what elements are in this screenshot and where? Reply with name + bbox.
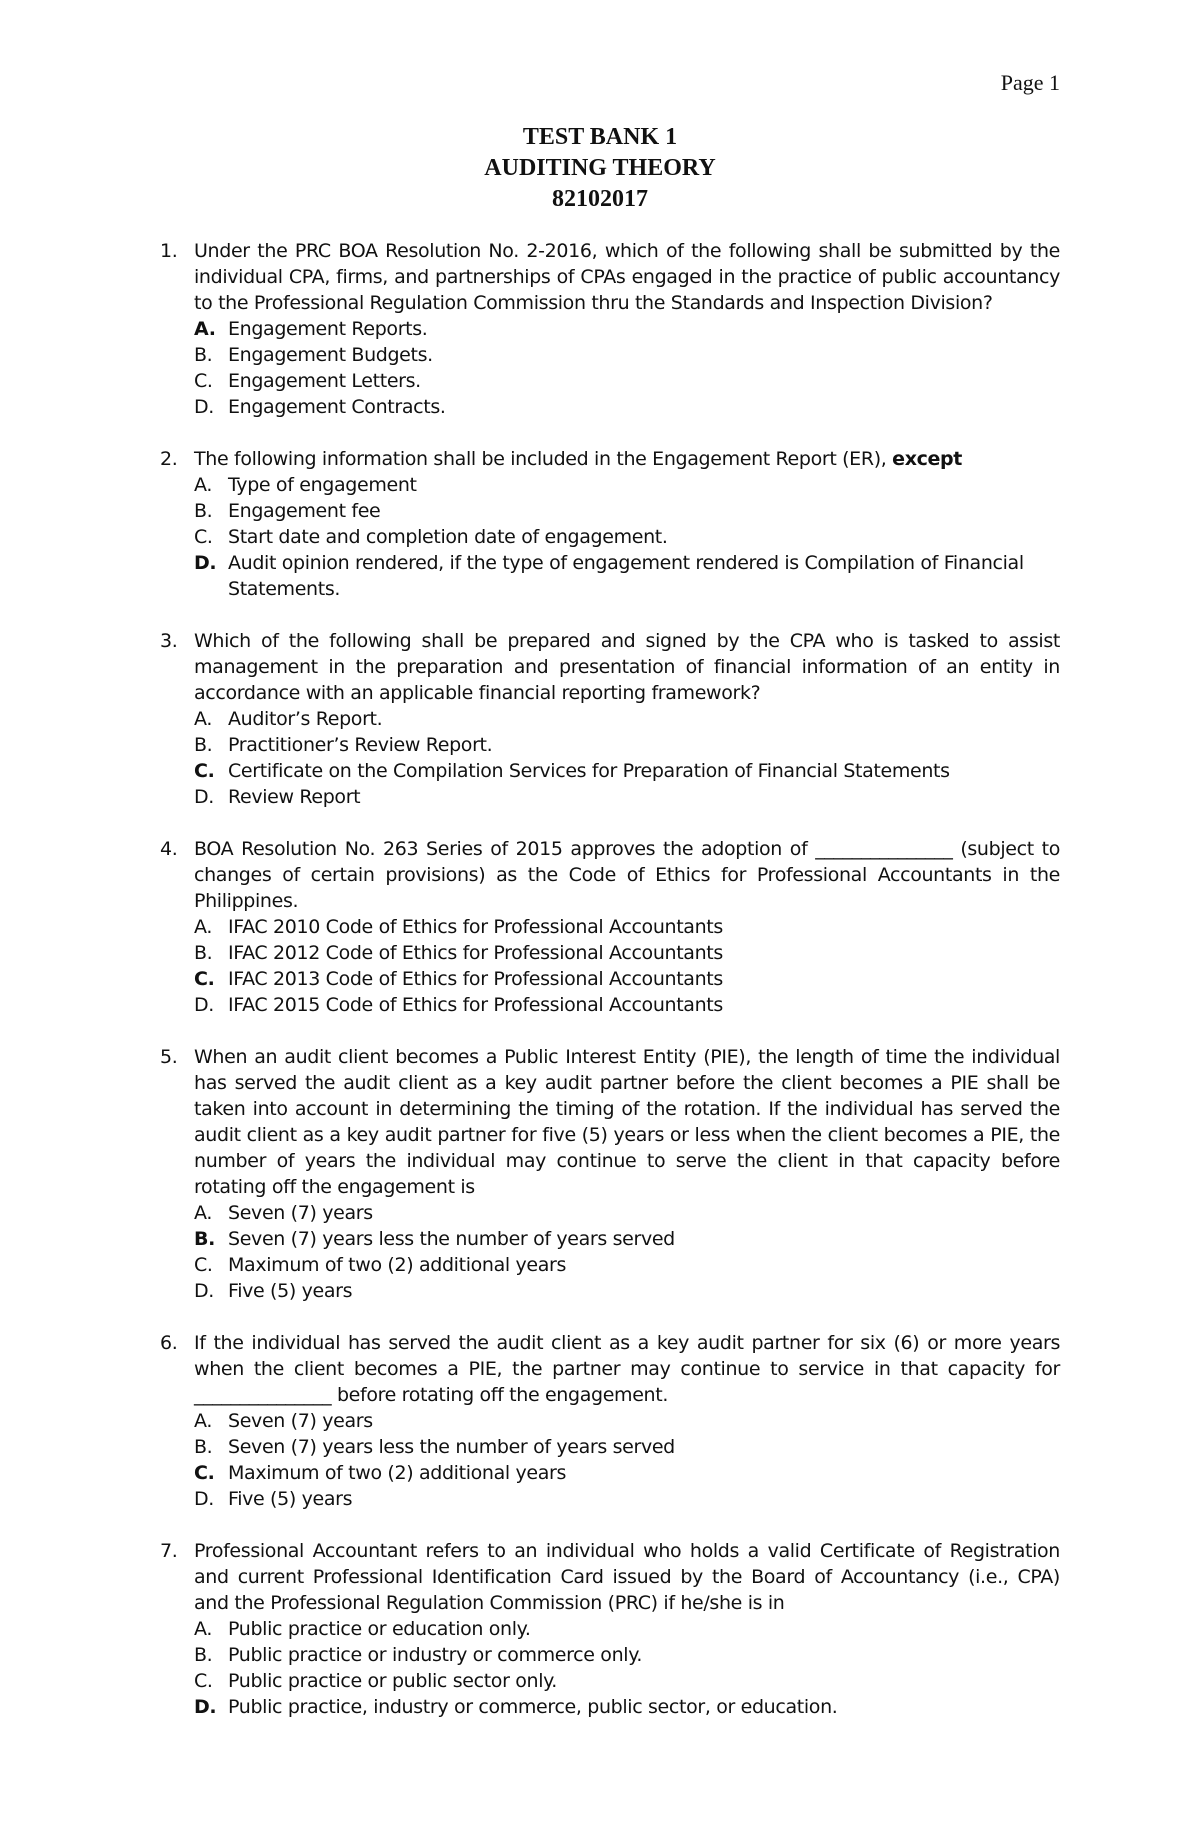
option-text: Seven (7) years less the number of years served <box>228 1436 675 1458</box>
option-letter: A. <box>194 474 213 496</box>
option-text: Auditor’s Report. <box>228 708 383 730</box>
option-letter: C. <box>194 1462 215 1484</box>
page-number: Page 1 <box>1000 70 1060 95</box>
option-d <box>194 992 1060 1018</box>
option-a <box>194 472 1060 498</box>
option-letter: C. <box>194 968 215 990</box>
title-line-2: AUDITING THEORY <box>484 155 716 181</box>
option-a <box>194 1408 1060 1434</box>
option-letter: C. <box>194 370 213 392</box>
option-c <box>194 1668 1060 1694</box>
question-stem <box>194 446 1060 472</box>
stem-emphasis: except <box>892 448 963 470</box>
option-letter: B. <box>194 1644 213 1666</box>
option-text: Public practice or industry or commerce only. <box>228 1644 643 1666</box>
option-d <box>194 1694 1060 1720</box>
option-d <box>194 394 1060 420</box>
option-letter: D. <box>194 1488 214 1510</box>
option-letter: A. <box>194 318 216 340</box>
option-text: Seven (7) years <box>228 1410 373 1432</box>
question-stem: Which of the following shall be prepared and signed by the CPA who is tasked to assist management in the preparation and presentation of financial information of an entity in accordance with an applicable financial reporting framework? <box>194 630 1060 704</box>
option-text: Start date and completion date of engagement. <box>228 526 668 548</box>
option-letter: C. <box>194 1254 213 1276</box>
option-d <box>194 550 1060 602</box>
question-3 <box>160 628 1060 810</box>
option-b <box>194 1226 1060 1252</box>
question-2 <box>160 446 1060 602</box>
option-a <box>194 706 1060 732</box>
option-text: Engagement Letters. <box>228 370 421 392</box>
option-d <box>194 1278 1060 1304</box>
option-text: Certificate on the Compilation Services for Preparation of Financial Statements <box>228 760 950 782</box>
option-text: Engagement Reports. <box>228 318 428 340</box>
option-d <box>194 1486 1060 1512</box>
option-text: Public practice or public sector only. <box>228 1670 557 1692</box>
question-1 <box>160 238 1060 420</box>
option-letter: A. <box>194 708 213 730</box>
option-c <box>194 368 1060 394</box>
option-text: IFAC 2012 Code of Ethics for Professional Accountants <box>228 942 723 964</box>
question-4 <box>160 836 1060 1018</box>
question-stem: Under the PRC BOA Resolution No. 2-2016, which of the following shall be submitted by the individual CPA, firms, and partnerships of CPAs engaged in the practice of public accountancy to the Professional Regulation Commission thru the Standards and Inspection Division? <box>194 240 1060 314</box>
option-text: Engagement Contracts. <box>228 396 446 418</box>
question-7 <box>160 1538 1060 1720</box>
option-text: Engagement Budgets. <box>228 344 433 366</box>
option-text: IFAC 2015 Code of Ethics for Professional Accountants <box>228 994 723 1016</box>
question-number: 7. <box>160 1540 178 1562</box>
option-letter: D. <box>194 786 214 808</box>
option-a <box>194 914 1060 940</box>
option-text: IFAC 2013 Code of Ethics for Professional Accountants <box>228 968 723 990</box>
option-letter: A. <box>194 1618 213 1640</box>
option-letter: B. <box>194 1228 215 1250</box>
option-b <box>194 1642 1060 1668</box>
option-text: Audit opinion rendered, if the type of engagement rendered is Compilation of Financial Statements. <box>228 552 1024 600</box>
option-c <box>194 1460 1060 1486</box>
option-letter: D. <box>194 994 214 1016</box>
question-number: 3. <box>160 630 178 652</box>
option-text: Five (5) years <box>228 1488 353 1510</box>
option-letter: B. <box>194 344 213 366</box>
option-c <box>194 758 1060 784</box>
question-5 <box>160 1044 1060 1304</box>
question-stem: When an audit client becomes a Public Interest Entity (PIE), the length of time the individual has served the audit client as a key audit partner before the client becomes a PIE shall be taken into account in determining the timing of the rotation. If the individual has served the audit client as a key audit partner for five (5) years or less when the client becomes a PIE, the number of years the individual may continue to serve the client in that capacity before rotating off the engagement is <box>194 1046 1060 1198</box>
question-stem-text: The following information shall be included in the Engagement Report (ER), <box>194 448 887 470</box>
question-number: 4. <box>160 838 178 860</box>
option-text: Maximum of two (2) additional years <box>228 1254 567 1276</box>
question-number: 2. <box>160 448 178 470</box>
option-text: Practitioner’s Review Report. <box>228 734 493 756</box>
option-letter: C. <box>194 1670 213 1692</box>
option-c <box>194 966 1060 992</box>
question-stem: If the individual has served the audit client as a key audit partner for six (6) or more years when the client becomes a PIE, the partner may continue to service in that capacity for _______________ before rotating off the engagement. <box>194 1332 1060 1406</box>
option-text: Review Report <box>228 786 361 808</box>
option-letter: A. <box>194 916 213 938</box>
option-text: Engagement fee <box>228 500 381 522</box>
option-letter: D. <box>194 552 217 574</box>
option-b <box>194 940 1060 966</box>
option-letter: D. <box>194 1696 217 1718</box>
option-b <box>194 1434 1060 1460</box>
question-stem: BOA Resolution No. 263 Series of 2015 approves the adoption of _______________ (subject to changes of certain provisions) as the Code of Ethics for Professional Accountants in the Philippines. <box>194 838 1060 912</box>
option-letter: D. <box>194 1280 214 1302</box>
option-text: Seven (7) years <box>228 1202 373 1224</box>
option-text: IFAC 2010 Code of Ethics for Professional Accountants <box>228 916 723 938</box>
question-stem: Professional Accountant refers to an individual who holds a valid Certificate of Registration and current Professional Identification Card issued by the Board of Accountancy (i.e., CPA) and the Professional Regulation Commission (PRC) if he/she is in <box>194 1540 1060 1614</box>
title-line-3: 82102017 <box>552 186 648 212</box>
title-line-1: TEST BANK 1 <box>522 124 678 150</box>
option-letter: A. <box>194 1202 213 1224</box>
option-b <box>194 342 1060 368</box>
option-letter: D. <box>194 396 214 418</box>
option-c <box>194 1252 1060 1278</box>
option-c <box>194 524 1060 550</box>
option-d <box>194 784 1060 810</box>
option-letter: C. <box>194 760 215 782</box>
option-a <box>194 316 1060 342</box>
option-letter: B. <box>194 500 213 522</box>
option-letter: B. <box>194 734 213 756</box>
question-number: 1. <box>160 240 178 262</box>
option-text: Seven (7) years less the number of years served <box>228 1228 675 1250</box>
option-text: Maximum of two (2) additional years <box>228 1462 567 1484</box>
option-letter: C. <box>194 526 213 548</box>
option-text: Five (5) years <box>228 1280 353 1302</box>
question-6 <box>160 1330 1060 1512</box>
question-number: 6. <box>160 1332 178 1354</box>
option-b <box>194 498 1060 524</box>
option-text: Public practice, industry or commerce, public sector, or education. <box>228 1696 838 1718</box>
document-title <box>0 122 1200 215</box>
option-text: Type of engagement <box>228 474 417 496</box>
question-list <box>160 238 1060 1746</box>
option-letter: B. <box>194 1436 213 1458</box>
option-text: Public practice or education only. <box>228 1618 531 1640</box>
option-letter: B. <box>194 942 213 964</box>
option-letter: A. <box>194 1410 213 1432</box>
question-number: 5. <box>160 1046 178 1068</box>
option-a <box>194 1200 1060 1226</box>
option-a <box>194 1616 1060 1642</box>
option-b <box>194 732 1060 758</box>
